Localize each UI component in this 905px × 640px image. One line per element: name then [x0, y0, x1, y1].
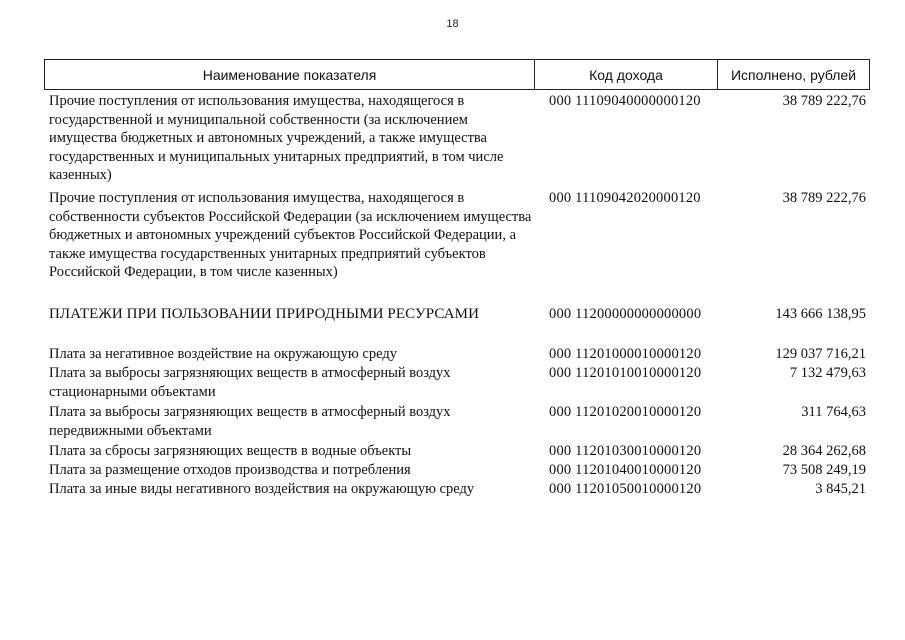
- row-code: 000 11109040000000120: [549, 93, 701, 109]
- row-name: Плата за иные виды негативного воздействия на окружающую среду: [49, 481, 475, 497]
- row-name: Прочие поступления от использования имущества, находящегося в государственной и муниципальной собственности (за исключением имущества бюджетных и автономных учреждений, а также имущества государственных и муниципальных унитарных предприятий, в том числе казенных): [49, 93, 504, 184]
- row-name: Плата за сбросы загрязняющих веществ в водные объекты: [49, 443, 412, 459]
- row-code: 000 11201050010000120: [549, 481, 702, 497]
- row-amount: 38 789 222,76: [782, 93, 866, 109]
- row-amount: 311 764,63: [801, 404, 866, 420]
- row-name: Прочие поступления от использования имущества, находящегося в собственности субъектов Российской Федерации (за исключением имущества бюджетных и автономных учреждений субъектов Российской Федерации, а также имущества государственных унитарных предприятий субъектов Российской Федерации, в том числе казенных): [49, 190, 532, 281]
- row-amount: 73 508 249,19: [782, 462, 866, 478]
- row-code: 000 11201030010000120: [549, 443, 702, 459]
- row-name: Плата за размещение отходов производства и потребления: [49, 462, 411, 478]
- row-name: Плата за выбросы загрязняющих веществ в атмосферный воздух стационарными объектами: [49, 365, 451, 400]
- row-amount: 129 037 716,21: [775, 346, 866, 362]
- row-name: ПЛАТЕЖИ ПРИ ПОЛЬЗОВАНИИ ПРИРОДНЫМИ РЕСУРСАМИ: [49, 306, 480, 322]
- row-name: Плата за негативное воздействие на окружающую среду: [49, 346, 397, 362]
- header-name: Наименование показателя: [45, 60, 535, 89]
- table-header: [44, 59, 870, 90]
- row-amount: 3 845,21: [815, 481, 866, 497]
- row-code: 000 11201000010000120: [549, 346, 702, 362]
- row-name: Плата за выбросы загрязняющих веществ в атмосферный воздух передвижными объектами: [49, 404, 451, 439]
- header-amount: Исполнено, рублей: [730, 66, 857, 83]
- row-code: 000 11201010010000120: [549, 365, 702, 381]
- row-amount: 143 666 138,95: [775, 306, 866, 322]
- row-amount: 28 364 262,68: [782, 443, 866, 459]
- row-code: 000 11109042020000120: [549, 190, 701, 206]
- row-amount: 7 132 479,63: [789, 365, 866, 381]
- row-amount: 38 789 222,76: [782, 190, 866, 206]
- page-number: 18: [446, 18, 459, 30]
- header-code: Код дохода: [535, 60, 718, 89]
- row-code: 000 11200000000000000: [549, 306, 702, 322]
- row-code: 000 11201040010000120: [549, 462, 702, 478]
- row-code: 000 11201020010000120: [549, 404, 702, 420]
